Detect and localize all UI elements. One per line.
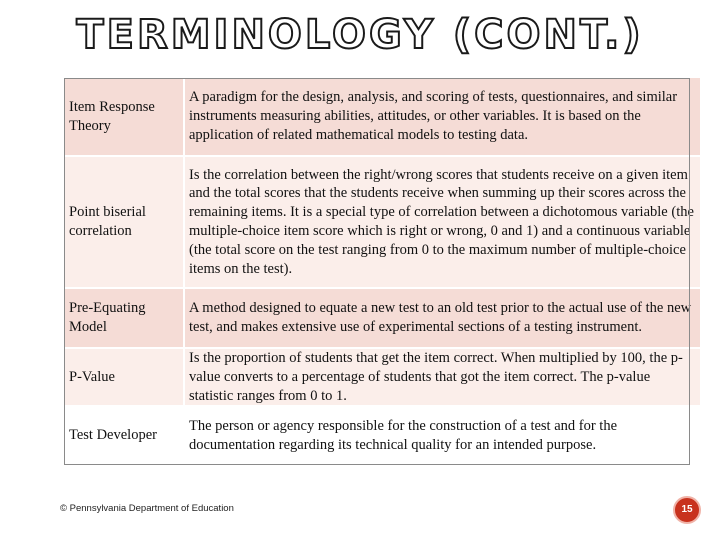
page-number-badge: 15 xyxy=(673,496,701,524)
term-definition: A method designed to equate a new test to an old test prior to the actual use of the new test, and makes extensive use of experimental sections of a testing instrument. xyxy=(184,288,700,348)
term-definition: Is the proportion of students that get the item correct. When multiplied by 100, the p-value converts to a percentage of students that got the item correct. The p-value statistic ranges from 0 to 1. xyxy=(184,348,700,406)
term-label: Test Developer xyxy=(69,427,157,444)
table-row xyxy=(65,78,700,156)
term-definition: A paradigm for the design, analysis, and scoring of tests, questionnaires, and similar instruments measuring abilities, attitudes, or other variables. It is based on the application of related mathematical models to testing data. xyxy=(184,78,700,156)
term-label: Pre-Equating Model xyxy=(69,300,146,335)
table-row xyxy=(65,288,700,348)
terminology-table xyxy=(65,78,700,464)
table-row xyxy=(65,348,700,406)
term-definition: Is the correlation between the right/wrong scores that students receive on a given item and the total scores that the students receive when summing up their scores across the remaining items. It is a special type of correlation between a dichotomous variable (the multiple-choice item score which is right or wrong, 0 and 1) and a continuous variable (the total score on the test ranging from 0 to the maximum number of multiple-choice items on the test). xyxy=(184,156,700,288)
slide-title: TERMINOLOGY (CONT.) xyxy=(76,12,644,58)
term-label: Item Response Theory xyxy=(69,98,155,134)
footer-copyright: © Pennsylvania Department of Education xyxy=(60,503,234,514)
term-label: Point biserial correlation xyxy=(69,204,146,239)
table-row xyxy=(65,156,700,288)
table-row xyxy=(65,406,700,464)
term-label: P-Value xyxy=(69,368,115,385)
term-definition: The person or agency responsible for the construction of a test and for the documentation regarding its technical quality for an intended purpose. xyxy=(184,406,700,464)
